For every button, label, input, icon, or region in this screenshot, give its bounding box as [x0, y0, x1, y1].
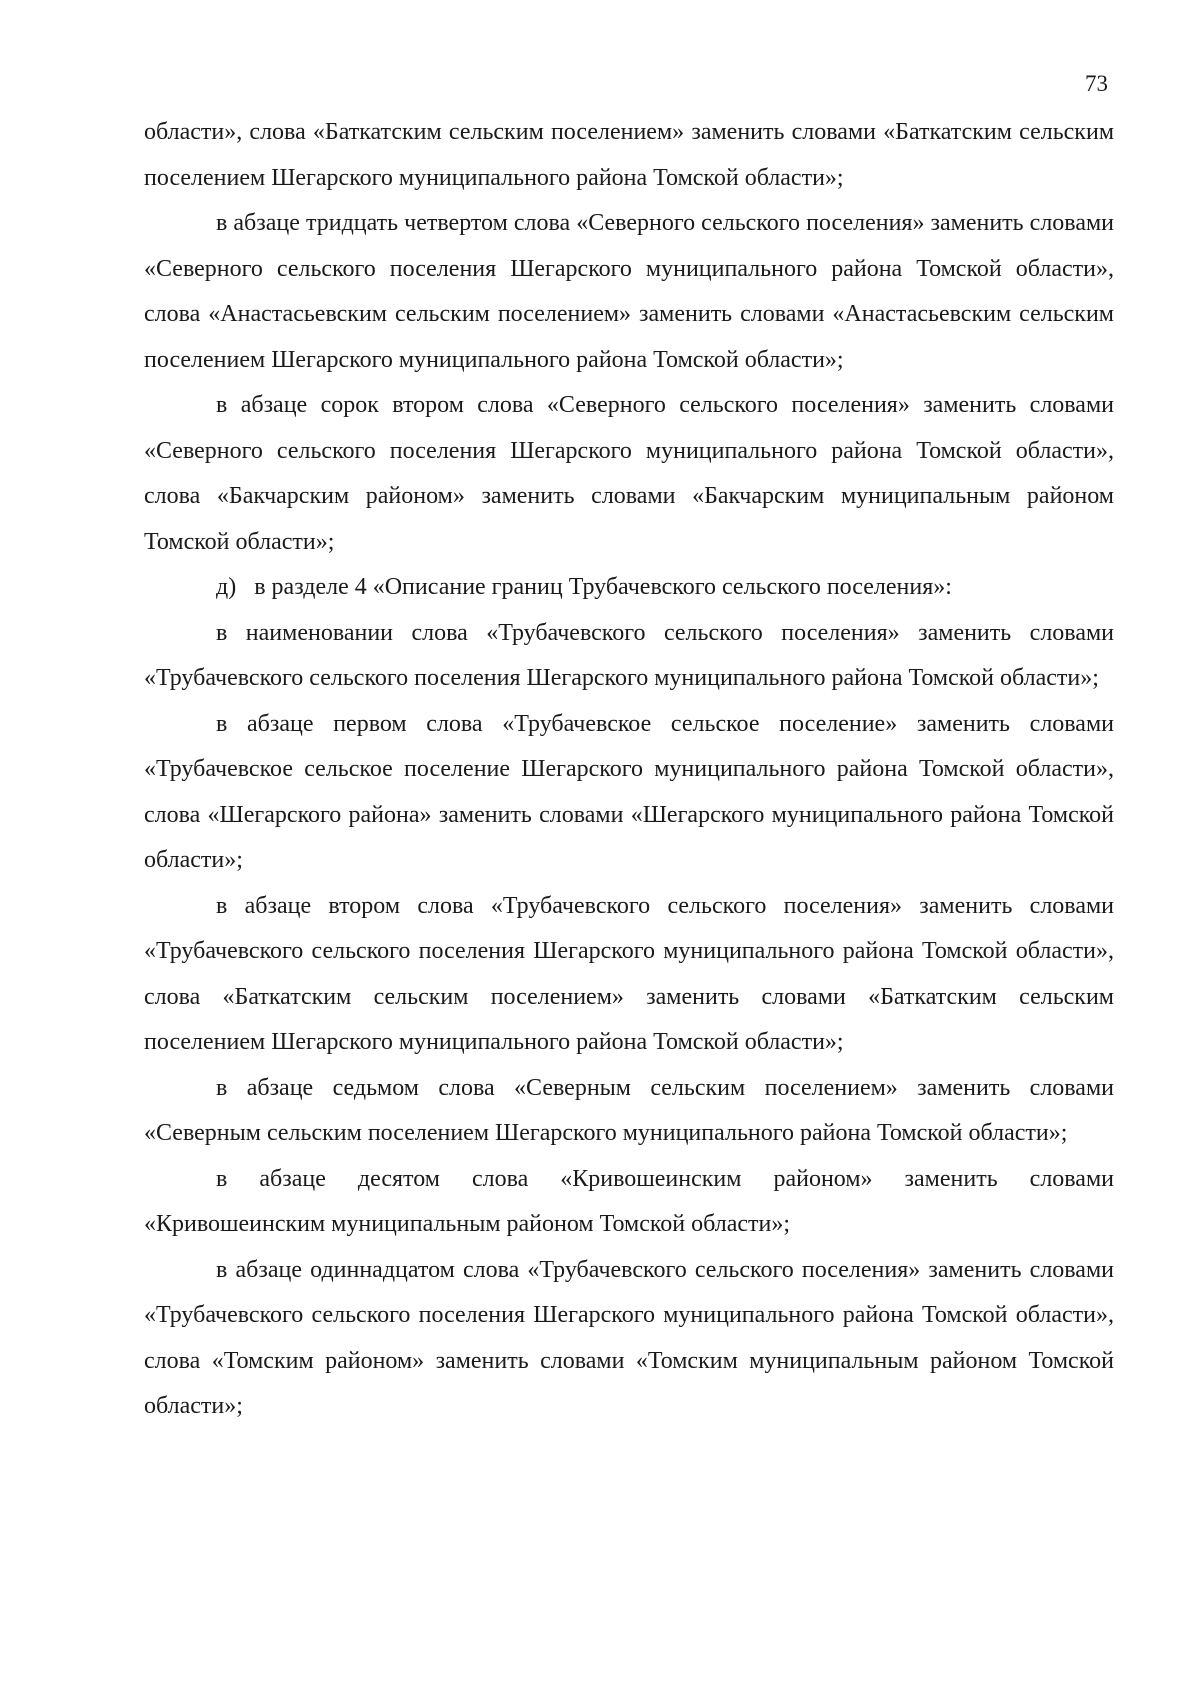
- paragraph-4: д) в разделе 4 «Описание границ Трубачевского сельского поселения»:: [216, 574, 952, 600]
- document-body: [144, 110, 1114, 1430]
- paragraph-6: в абзаце первом слова «Трубачевское сельское поселение» заменить словами «Трубачевское сельское поселение Шегарского муниципального района Томской области», слова «Шегарского района» заменить словами «Шегарского муниципального района Томской области»;: [144, 710, 1114, 873]
- paragraph-7: в абзаце втором слова «Трубачевского сельского поселения» заменить словами «Трубачевского сельского поселения Шегарского муниципального района Томской области», слова «Баткатским сельским поселением» заменить словами «Баткатским сельским поселением Шегарского муниципального района Томской области»;: [144, 892, 1114, 1055]
- paragraph-8: в абзаце седьмом слова «Северным сельским поселением» заменить словами «Северным сельским поселением Шегарского муниципального района Томской области»;: [144, 1074, 1114, 1146]
- paragraph-3: в абзаце сорок втором слова «Северного сельского поселения» заменить словами «Северного сельского поселения Шегарского муниципального района Томской области», слова «Бакчарским районом» заменить словами «Бакчарским муниципальным районом Томской области»;: [144, 392, 1114, 555]
- paragraph-9: в абзаце десятом слова «Кривошеинским районом» заменить словами «Кривошеинским муниципальным районом Томской области»;: [144, 1165, 1114, 1237]
- paragraph-2: в абзаце тридцать четвертом слова «Северного сельского поселения» заменить словами «Северного сельского поселения Шегарского муниципального района Томской области», слова «Анастасьевским сельским поселением» заменить словами «Анастасьевским сельским поселением Шегарского муниципального района Томской области»;: [144, 210, 1114, 373]
- page-number: 73: [1085, 71, 1108, 96]
- paragraph-5: в наименовании слова «Трубачевского сельского поселения» заменить словами «Трубачевского сельского поселения Шегарского муниципального района Томской области»;: [144, 619, 1114, 691]
- paragraph-1: области», слова «Баткатским сельским поселением» заменить словами «Баткатским сельским поселением Шегарского муниципального района Томской области»;: [144, 119, 1114, 191]
- paragraph-10: в абзаце одиннадцатом слова «Трубачевского сельского поселения» заменить словами «Трубачевского сельского поселения Шегарского муниципального района Томской области», слова «Томским районом» заменить словами «Томским муниципальным районом Томской области»;: [144, 1256, 1114, 1419]
